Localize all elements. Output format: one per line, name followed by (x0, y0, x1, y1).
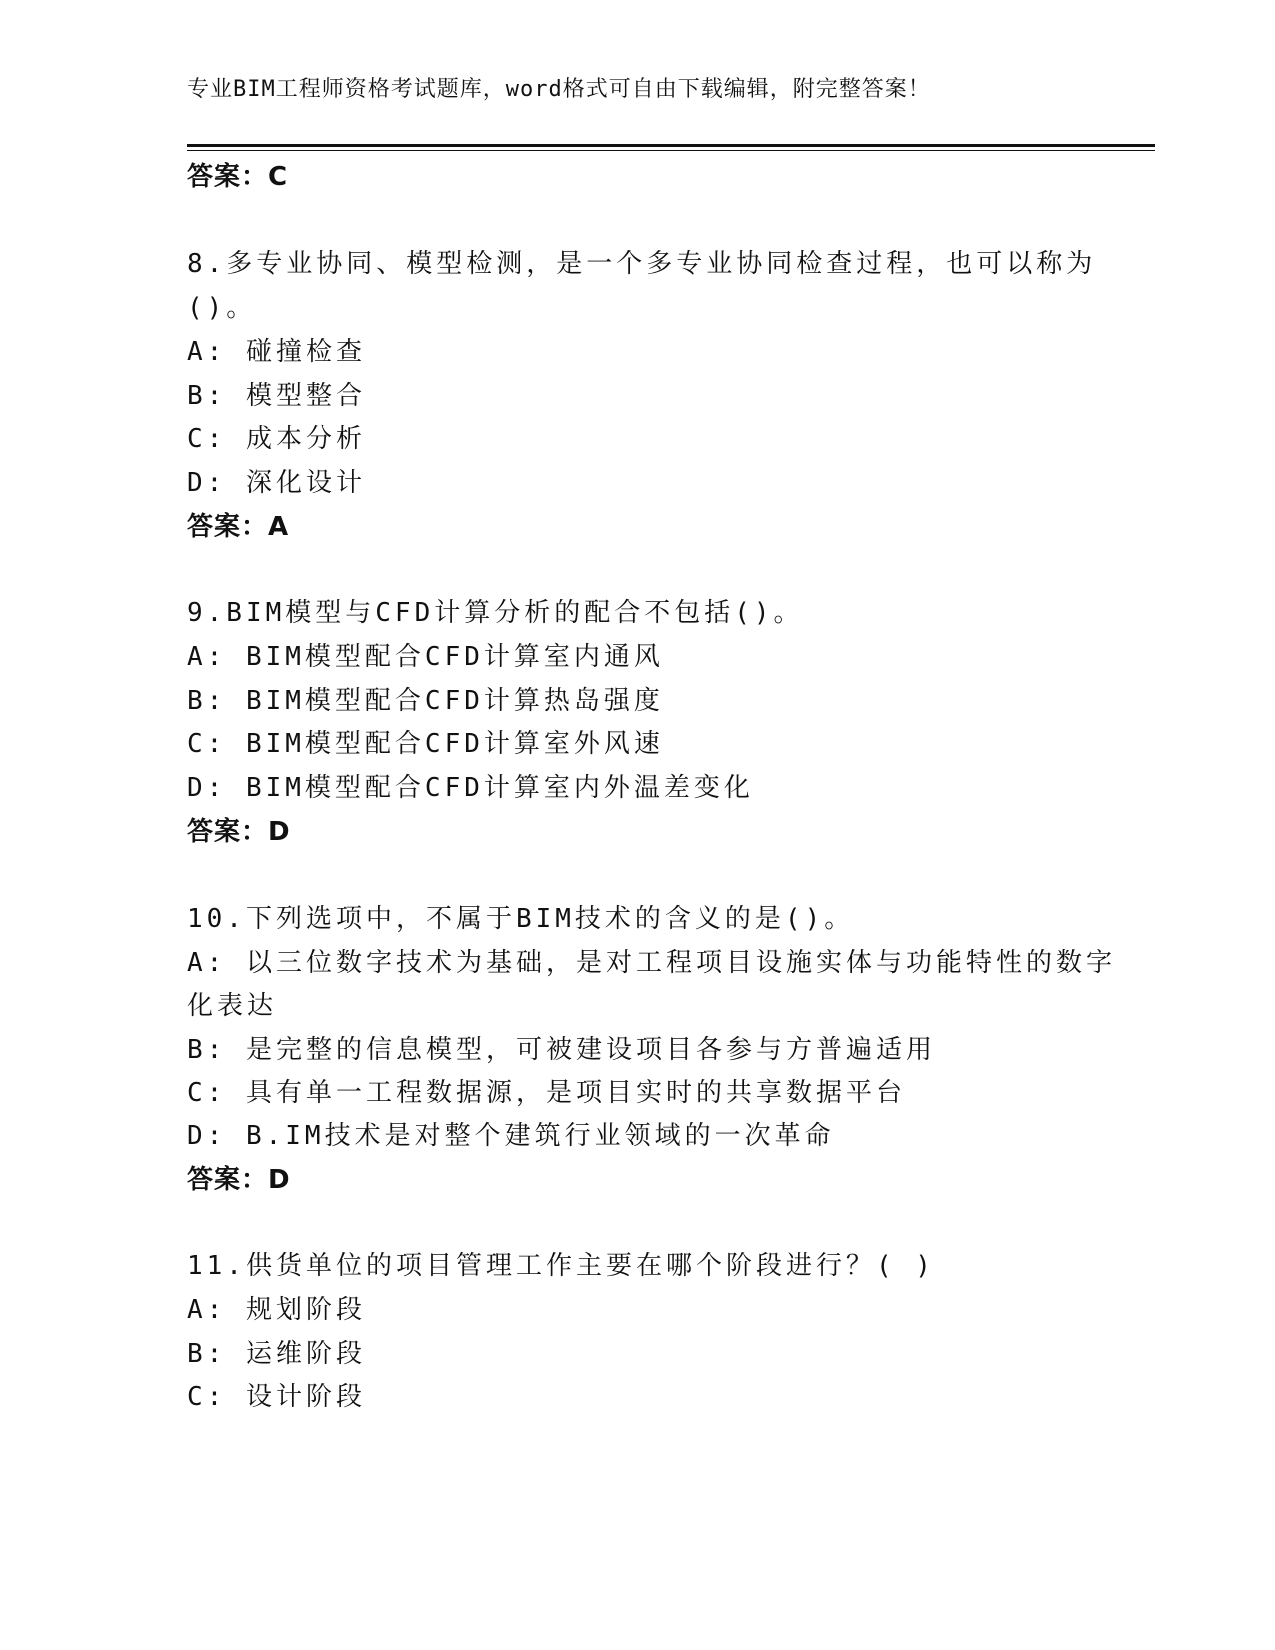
question-8-stem-line2: ()。 (187, 293, 257, 323)
question-11-stem: 11.供货单位的项目管理工作主要在哪个阶段进行？( ) (187, 1251, 935, 1281)
header-divider-thick (187, 144, 1155, 147)
question-9-stem: 9.BIM模型与CFD计算分析的配合不包括()。 (187, 598, 804, 628)
question-10-stem: 10.下列选项中，不属于BIM技术的含义的是()。 (187, 904, 855, 934)
question-8-option-b: B: 模型整合 (187, 381, 366, 411)
question-8-option-a: A: 碰撞检查 (187, 337, 366, 367)
answer-q8: 答案：A (187, 512, 290, 542)
question-9-option-c: C: BIM模型配合CFD计算室外风速 (187, 729, 664, 759)
question-8-option-c: C: 成本分析 (187, 424, 366, 454)
answer-q9: 答案：D (187, 817, 291, 847)
question-9-option-b: B: BIM模型配合CFD计算热岛强度 (187, 686, 664, 716)
question-8-stem-line1: 8.多专业协同、模型检测，是一个多专业协同检查过程，也可以称为 (187, 249, 1097, 279)
question-8-option-d: D: 深化设计 (187, 468, 366, 498)
question-10-option-a-line1: A: 以三位数字技术为基础，是对工程项目设施实体与功能特性的数字 (187, 948, 1116, 978)
question-10-option-b: B: 是完整的信息模型，可被建设项目各参与方普遍适用 (187, 1035, 936, 1065)
question-10-option-a-line2: 化表达 (187, 991, 278, 1021)
question-11-option-b: B: 运维阶段 (187, 1339, 366, 1369)
question-10-option-c: C: 具有单一工程数据源，是项目实时的共享数据平台 (187, 1078, 906, 1108)
header-divider-thin (187, 150, 1155, 151)
answer-q10: 答案：D (187, 1165, 291, 1195)
question-11-option-a: A: 规划阶段 (187, 1295, 366, 1325)
question-11-option-c: C: 设计阶段 (187, 1382, 366, 1412)
question-10-option-d: D: B.IM技术是对整个建筑行业领域的一次革命 (187, 1121, 835, 1151)
question-9-option-d: D: BIM模型配合CFD计算室内外温差变化 (187, 773, 754, 803)
answer-q7: 答案：C (187, 162, 289, 192)
question-9-option-a: A: BIM模型配合CFD计算室内通风 (187, 642, 664, 672)
page-header: 专业BIM工程师资格考试题库，word格式可自由下载编辑，附完整答案！ (187, 77, 931, 102)
